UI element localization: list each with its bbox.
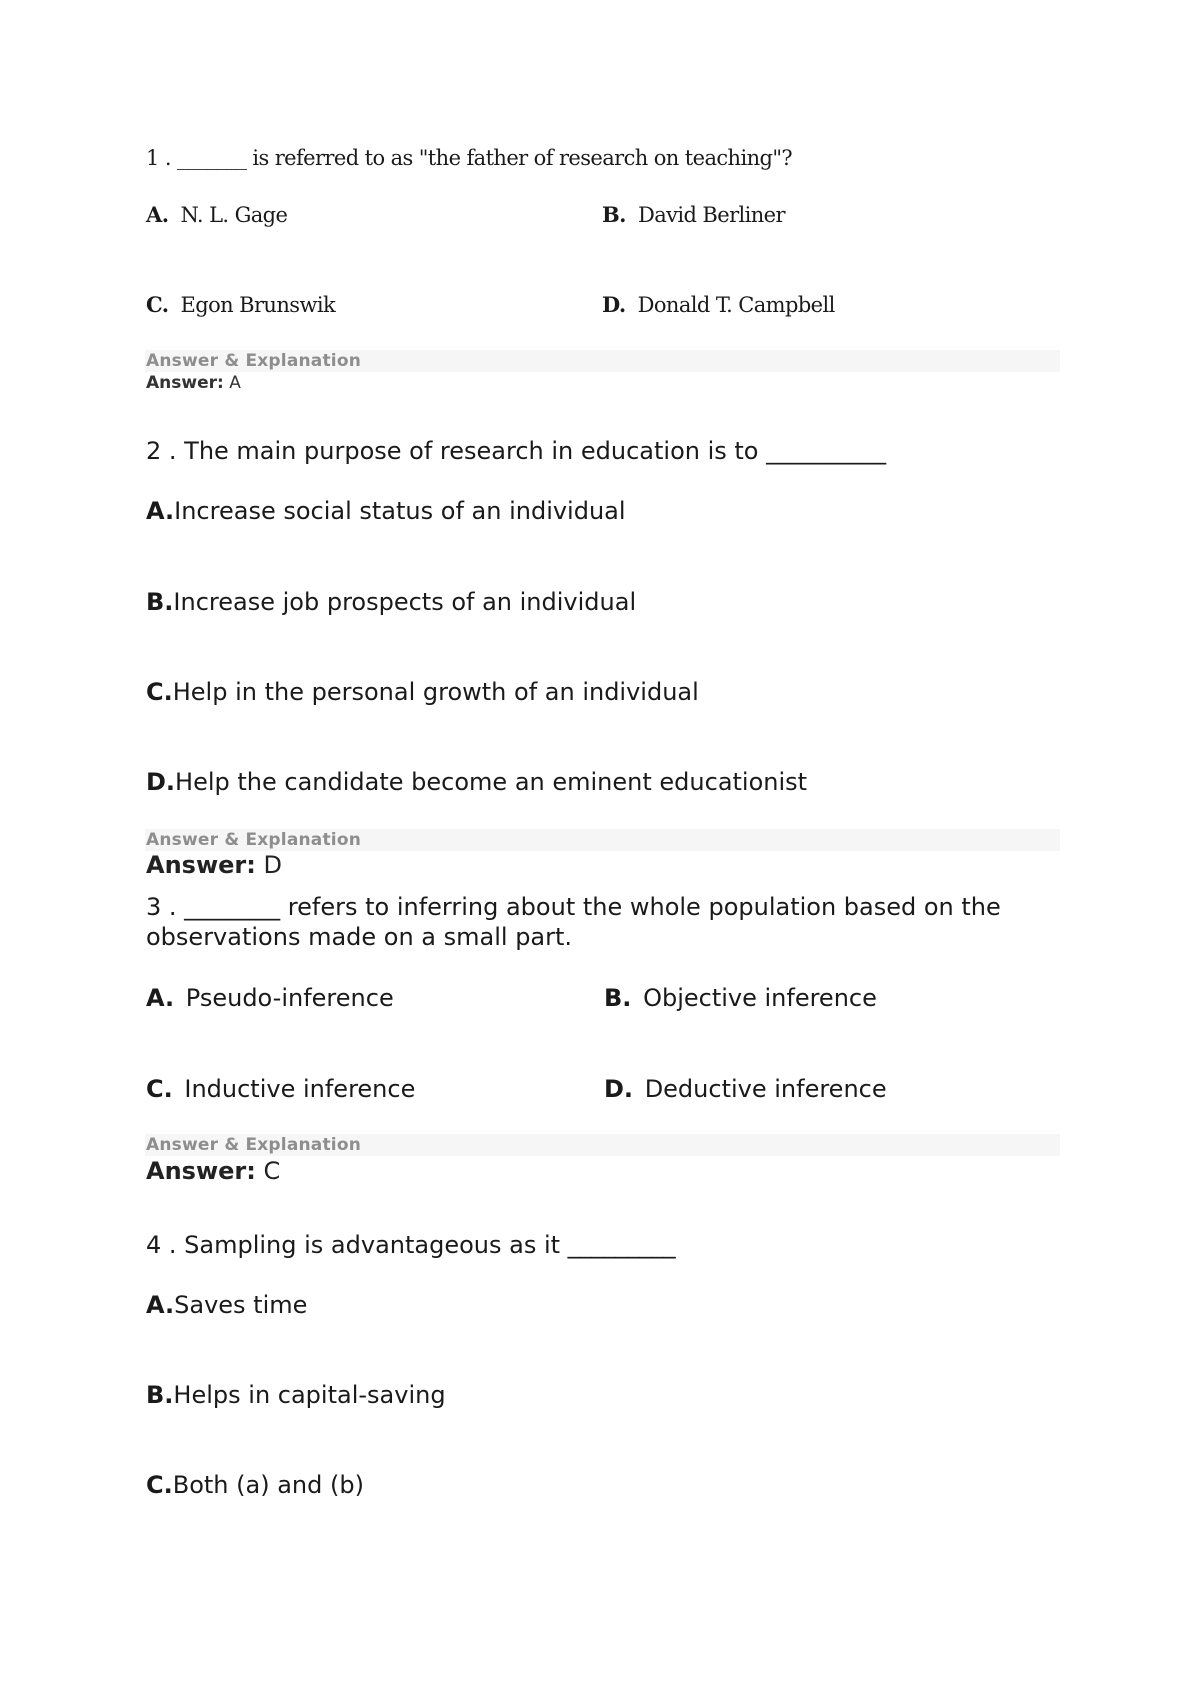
q3-explanation-toggle[interactable]: Answer & Explanation — [146, 1135, 362, 1155]
option-text: N. L. Gage — [180, 203, 288, 227]
option-text: Donald T. Campbell — [637, 293, 835, 317]
option-letter: B. — [602, 202, 626, 227]
question-2-text: 2 . The main purpose of research in education is to __________ — [146, 437, 887, 465]
answer-value: C — [263, 1157, 281, 1185]
q1-explanation-toggle[interactable]: Answer & Explanation — [146, 351, 362, 371]
answer-label: Answer: — [146, 1157, 256, 1185]
question-3-line-1: 3 . ________ refers to inferring about the whole population based on the — [146, 893, 1001, 921]
answer-value: D — [263, 851, 282, 879]
option-text: Helps in capital-saving — [173, 1381, 446, 1409]
q3-answer — [146, 1157, 280, 1185]
option-text: Increase job prospects of an individual — [173, 588, 637, 616]
q1-option-c — [146, 292, 335, 317]
option-letter: B. — [146, 1381, 174, 1409]
q2-option-a — [146, 497, 626, 525]
option-letter: D. — [602, 292, 626, 317]
option-text: Help the candidate become an eminent educationist — [175, 768, 808, 796]
question-4-text: 4 . Sampling is advantageous as it _________ — [146, 1231, 676, 1259]
q1-answer — [146, 373, 241, 393]
option-letter: A. — [146, 984, 175, 1012]
answer-value: A — [229, 373, 241, 393]
option-letter: B. — [146, 588, 174, 616]
q4-option-a — [146, 1291, 307, 1319]
option-text: Increase social status of an individual — [174, 497, 626, 525]
option-letter: A. — [146, 1291, 175, 1319]
option-text: Pseudo-inference — [185, 984, 394, 1012]
option-text: Deductive inference — [644, 1075, 887, 1103]
q1-option-d — [602, 292, 835, 317]
option-letter: C. — [146, 678, 173, 706]
q2-answer — [146, 851, 282, 879]
option-letter: D. — [146, 768, 176, 796]
q2-option-b — [146, 588, 636, 616]
q2-option-c — [146, 678, 699, 706]
option-text: Both (a) and (b) — [172, 1471, 364, 1499]
q4-option-b — [146, 1381, 446, 1409]
option-letter: C. — [146, 1471, 173, 1499]
option-letter: A. — [146, 202, 169, 227]
q4-option-c — [146, 1471, 364, 1499]
question-3-line-2: observations made on a small part. — [146, 923, 573, 951]
answer-label: Answer: — [146, 851, 256, 879]
q3-option-a — [146, 984, 394, 1012]
q1-option-a — [146, 202, 287, 227]
option-text: Help in the personal growth of an individual — [172, 678, 699, 706]
option-letter: C. — [146, 292, 169, 317]
option-letter: B. — [604, 984, 632, 1012]
q2-explanation-toggle[interactable]: Answer & Explanation — [146, 830, 362, 850]
option-letter: C. — [146, 1075, 173, 1103]
option-text: Egon Brunswik — [180, 293, 336, 317]
option-letter: D. — [604, 1075, 634, 1103]
option-text: Saves time — [174, 1291, 308, 1319]
q3-option-c — [146, 1075, 415, 1103]
option-letter: A. — [146, 497, 175, 525]
answer-label: Answer: — [146, 373, 224, 393]
q3-option-b — [604, 984, 877, 1012]
q2-option-d — [146, 768, 807, 796]
q1-option-b — [602, 202, 785, 227]
option-text: Objective inference — [643, 984, 877, 1012]
option-text: Inductive inference — [184, 1075, 416, 1103]
option-text: David Berliner — [637, 203, 785, 227]
question-1-text: 1 . _______ is referred to as "the father of research on teaching"? — [146, 146, 793, 170]
q3-option-d — [604, 1075, 887, 1103]
